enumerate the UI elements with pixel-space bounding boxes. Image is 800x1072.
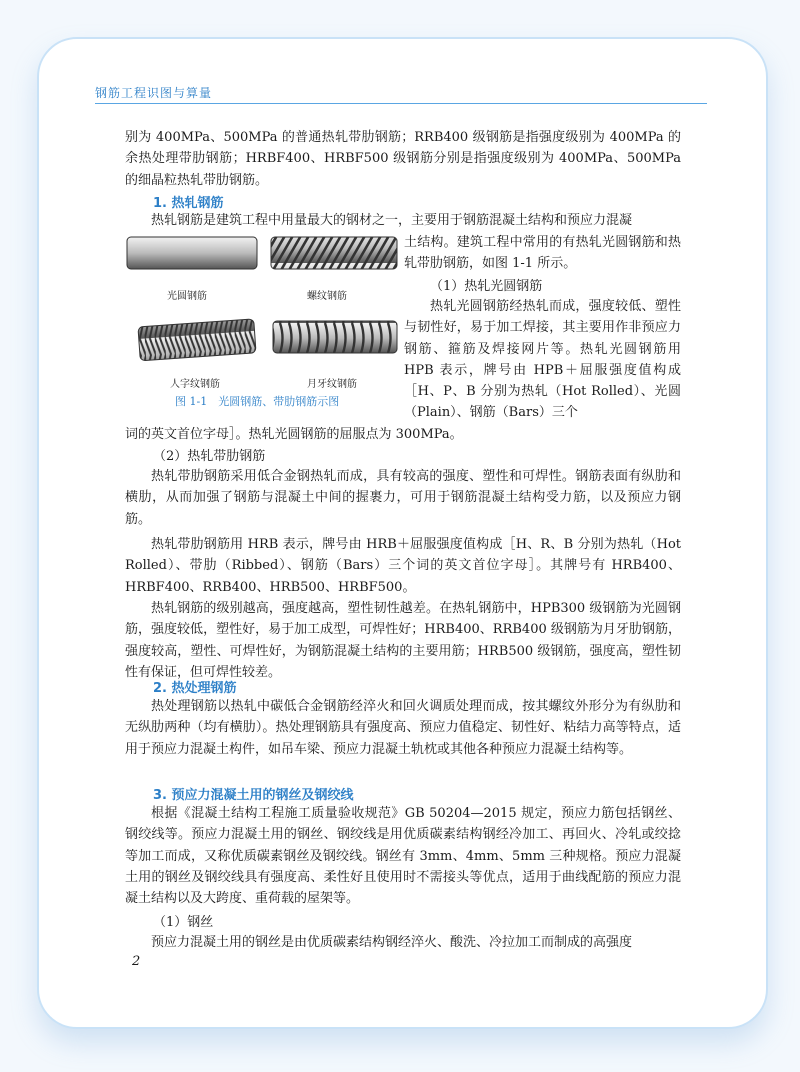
section-3-heading: 3. 预应力混凝土用的钢丝及钢绞线 — [153, 788, 354, 803]
figure-caption: 图 1-1 光圆钢筋、带肋钢筋示图 — [175, 395, 340, 408]
section-1-intro-line: 热轧钢筋是建筑工程中用量最大的钢材之一，主要用于钢筋混凝土结构和预应力混凝 — [151, 213, 633, 228]
intro-paragraph: 别为 400MPa、500MPa 的普通热轧带肋钢筋；RRB400 级钢筋是指强度级别为 400MPa 的余热处理带肋钢筋；HRBF400、HRBF500 级钢筋分别是指强度级别为 400MPa、500MPa 的细晶粒热轧带肋钢筋。 — [125, 130, 681, 188]
rebar-figure — [125, 233, 400, 413]
sub-1-1-continuation: 词的英文首位字母］。热轧光圆钢筋的屈服点为 300MPa。 — [125, 427, 463, 442]
sub-1-1-text: 热轧光圆钢筋经热轧而成，强度较低、塑性与韧性好，易于加工焊接，其主要用作非预应力钢筋、箍筋及焊接网片等。热轧光圆钢筋用 HPB 表示，牌号由 HPB＋屈服强度值构成［H、P、B 分别为热轧（Hot Rolled）、光圆（Plain）、钢筋（Bars）三个 — [404, 299, 681, 421]
section-1-intro-rest: 土结构。建筑工程中常用的有热轧光圆钢筋和热轧带肋钢筋，如图 1-1 所示。 — [404, 235, 681, 272]
running-header: 钢筋工程识图与算量 — [95, 86, 213, 100]
section-3-text: 根据《混凝土结构工程施工质量验收规范》GB 50204—2015 规定，预应力筋包括钢丝、钢绞线等。预应力混凝土用的钢丝、钢绞线是用优质碳素结构钢经冷加工、再回火、冷轧或绞捻等加工而成，又称优质碳素钢丝及钢绞线。钢丝有 3mm、4mm、5mm 三种规格。预应力混凝土用的钢丝及钢绞线具有强度高、柔性好且使用时不需接头等优点，适用于曲线配筋的预应力混凝土结构以及大跨度、重荷载的屋架等。 — [125, 806, 681, 907]
plain-bar — [127, 237, 257, 269]
crescent-bar — [273, 321, 397, 353]
sub-1-2-title: （2）热轧带肋钢筋 — [153, 449, 266, 464]
sub-1-2-para-3: 热轧钢筋的级别越高，强度越高，塑性韧性越差。在热轧钢筋中，HPB300 级钢筋为光圆钢筋，强度较低，塑性好，易于加工成型，可焊性好；HRB400、RRB400 级钢筋为月牙肋钢筋，强度较高，塑性、可焊性好，为钢筋混凝土结构的主要用筋；HRB500 级钢筋，强度高，塑性韧性有保证，但可焊性较差。 — [125, 601, 681, 680]
page-number: 2 — [132, 954, 141, 969]
header-rule — [95, 103, 707, 104]
section-1-heading: 1. 热轧钢筋 — [153, 196, 224, 211]
sub-1-2-para-2: 热轧带肋钢筋用 HRB 表示，牌号由 HRB＋屈服强度值构成［H、R、B 分别为热轧（Hot Rolled）、带肋（Ribbed）、钢筋（Bars）三个词的英文首位字母］。其牌号有 HRB400、HRBF400、RRB400、HRB500、HRBF500。 — [125, 537, 681, 595]
label-threaded: 螺纹钢筋 — [307, 291, 347, 302]
herringbone-bar — [138, 319, 256, 361]
threaded-bar — [271, 237, 397, 269]
rebar-illustration — [125, 233, 400, 393]
label-crescent: 月牙纹钢筋 — [307, 379, 357, 390]
section-2-text: 热处理钢筋以热轧中碳低合金钢筋经淬火和回火调质处理而成，按其螺纹外形分为有纵肋和无纵肋两种（均有横肋）。热处理钢筋具有强度高、预应力值稳定、韧性好、粘结力高等特点，适用于预应力混凝土构件，如吊车梁、预应力混凝土轨枕或其他各种预应力混凝土结构等。 — [125, 699, 681, 757]
sub-1-1-title: （1）热轧光圆钢筋 — [430, 279, 543, 294]
label-herringbone: 人字纹钢筋 — [170, 379, 220, 390]
label-plain: 光圆钢筋 — [167, 291, 207, 302]
section-2-heading: 2. 热处理钢筋 — [153, 681, 237, 696]
sub-3-1-text: 预应力混凝土用的钢丝是由优质碳素结构钢经淬火、酸洗、冷拉加工而制成的高强度 — [151, 935, 633, 950]
sub-3-1-title: （1）钢丝 — [153, 915, 214, 930]
sub-1-2-para-1: 热轧带肋钢筋采用低合金钢热轧而成，具有较高的强度、塑性和可焊性。钢筋表面有纵肋和横肋，从而加强了钢筋与混凝土中间的握裹力，可用于钢筋混凝土结构受力筋，以及预应力钢筋。 — [125, 469, 681, 527]
